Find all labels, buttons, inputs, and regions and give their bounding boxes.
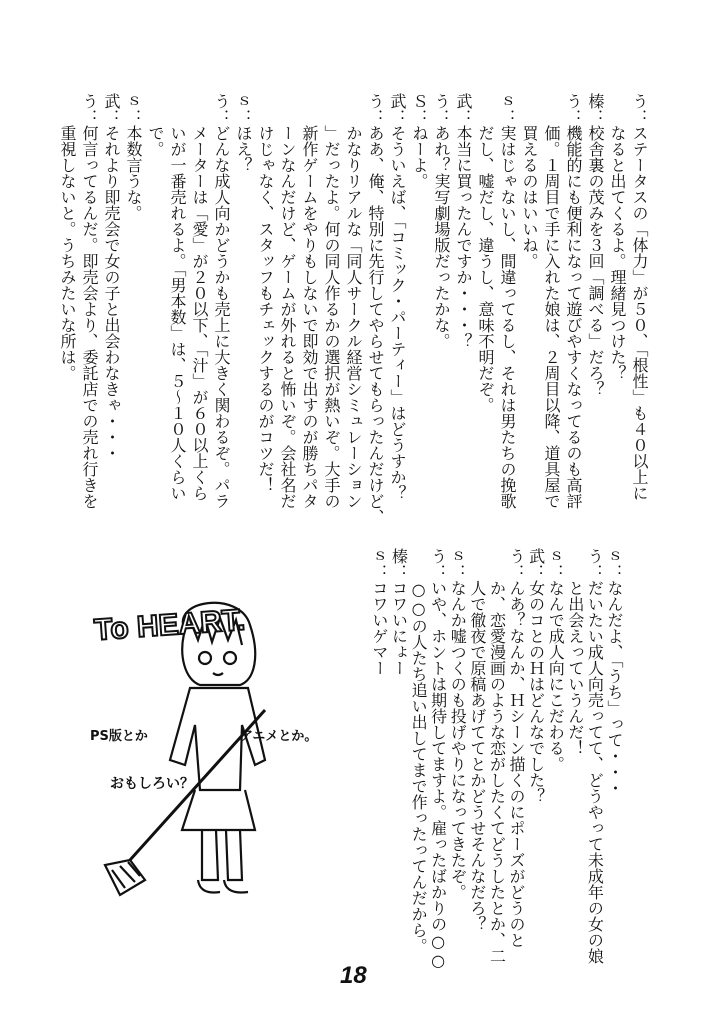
dialogue-line: 武：女のコとのＨはどんなでした？ bbox=[526, 548, 546, 804]
dialogue-line-continuation: で。 bbox=[146, 125, 165, 157]
dialogue-bottom-block bbox=[368, 548, 624, 970]
dialogue-line: ｓ：本数言うな。 bbox=[124, 93, 143, 221]
dialogue-line-continuation: ーンなんだけど、ゲームが外れると怖いぞ。会社名だ bbox=[278, 125, 297, 509]
dialogue-line-continuation: けじゃなく、スタッフもチェックするのがコツだ！ bbox=[256, 125, 275, 493]
dialogue-line-continuation: かなりリアルな「同人サークル経営シミュレーション bbox=[344, 125, 363, 509]
dialogue-line-continuation: 人で徹夜で原稿あげててとかどうせそんなだろ？ bbox=[467, 580, 487, 932]
dialogue-line-continuation: と出会えっていうんだ！ bbox=[565, 580, 585, 756]
dialogue-line: Ｓ：ねーよ。 bbox=[410, 93, 429, 189]
dialogue-line-continuation: か、恋愛漫画のような恋がしたくてどうしたとか、二 bbox=[487, 580, 507, 964]
dialogue-line-continuation: 価。１周目で手に入れた娘は、２周目以降、道具屋で bbox=[542, 125, 561, 509]
dialogue-line-continuation: 買えるのはいいね。 bbox=[520, 125, 539, 269]
dialogue-line: う：何言ってるんだ。即売会より、委託店での売れ行きを bbox=[80, 93, 99, 509]
dialogue-line: ｓ：コワいゲマー bbox=[369, 548, 389, 676]
dialogue-line-continuation: だし、嘘だし、違うし、意味不明だぞ。 bbox=[476, 125, 495, 413]
dialogue-line-continuation: 新作ゲームをやりもしないで即効で出すのが勝ちパタ bbox=[300, 125, 319, 509]
dialogue-line: ｓ：なんか嘘つくのも投げやりになってきたぞ。 bbox=[448, 548, 468, 900]
dialogue-line-continuation: メーターは「愛」が２０以下、「汁」が６０以上くら bbox=[190, 125, 209, 501]
caption-anime: アニメとか。 bbox=[240, 729, 318, 744]
dialogue-line: ｓ：なんだよ、「うち」って・・・ bbox=[605, 548, 624, 796]
dialogue-line: う：あれ？実写劇場版だったかな。 bbox=[432, 93, 451, 349]
dialogue-line: う：どんな成人向かどうかも売上に大きく関わるぞ。パラ bbox=[212, 93, 231, 509]
dialogue-line: う：だいたい成人向売ってて、どうやって未成年の女の娘 bbox=[585, 548, 605, 964]
caption-ps: PS版とか bbox=[90, 729, 148, 744]
dialogue-line: ｓ：なんで成人向にこだわる。 bbox=[546, 548, 566, 772]
dialogue-line: う：機能的にも便利になって遊びやすくなってるのも高評 bbox=[564, 93, 583, 509]
dialogue-line: 榛：校舎裏の茂みを３回「調べる」だろ？ bbox=[586, 93, 605, 397]
dialogue-line-continuation: いが一番売れるよ。「男本数」は、５～１０人くらい bbox=[168, 125, 187, 501]
dialogue-line: う：んあ？なんか、Ｈシーン描くのにポーズがどうのと bbox=[507, 548, 527, 948]
dialogue-line-continuation: 重視しないと。うちみたいな所は。 bbox=[58, 125, 77, 381]
dialogue-line: う：いや、ホントは期待してますよ。雇ったばかりの○○ bbox=[428, 548, 448, 970]
dialogue-line-continuation: なると出てくるよ。理緒見つけた？ bbox=[608, 125, 627, 381]
dialogue-line: う：ステータスの「体力」が５０、「根性」も４０以上に bbox=[630, 93, 649, 501]
dialogue-line: ｓ：ほえ？ bbox=[234, 93, 253, 173]
to-heart-logo: To HEART. bbox=[93, 603, 247, 647]
dialogue-line: 榛：コワいにょー bbox=[389, 548, 409, 676]
dialogue-line-continuation: 」だったよ。何の同人作るかの選択が熱いぞ。大手の bbox=[322, 125, 341, 509]
dialogue-line-continuation: ○○の人たち追い出してまで作ったってんだから。 bbox=[409, 580, 429, 954]
dialogue-line: う：ああ、俺、特別に先行してやらせてもらったんだけど、 bbox=[366, 93, 385, 525]
dialogue-line: 武：本当に買ったんですか・・・？ bbox=[454, 93, 473, 349]
page-number: 18 bbox=[340, 962, 367, 989]
dialogue-line: 武：そういえば、「コミック・パーティー」はどうすか？ bbox=[388, 93, 407, 501]
dialogue-line: ｓ：実はじゃないし、間違ってるし、それは男たちの挽歌 bbox=[498, 93, 517, 509]
to-heart-illustration bbox=[90, 560, 320, 920]
dialogue-top-block bbox=[56, 93, 650, 525]
dialogue-line: 武：それより即売会で女の子と出会わなきゃ・・・ bbox=[102, 93, 121, 461]
caption-fun: おもしろい？ bbox=[110, 776, 194, 792]
